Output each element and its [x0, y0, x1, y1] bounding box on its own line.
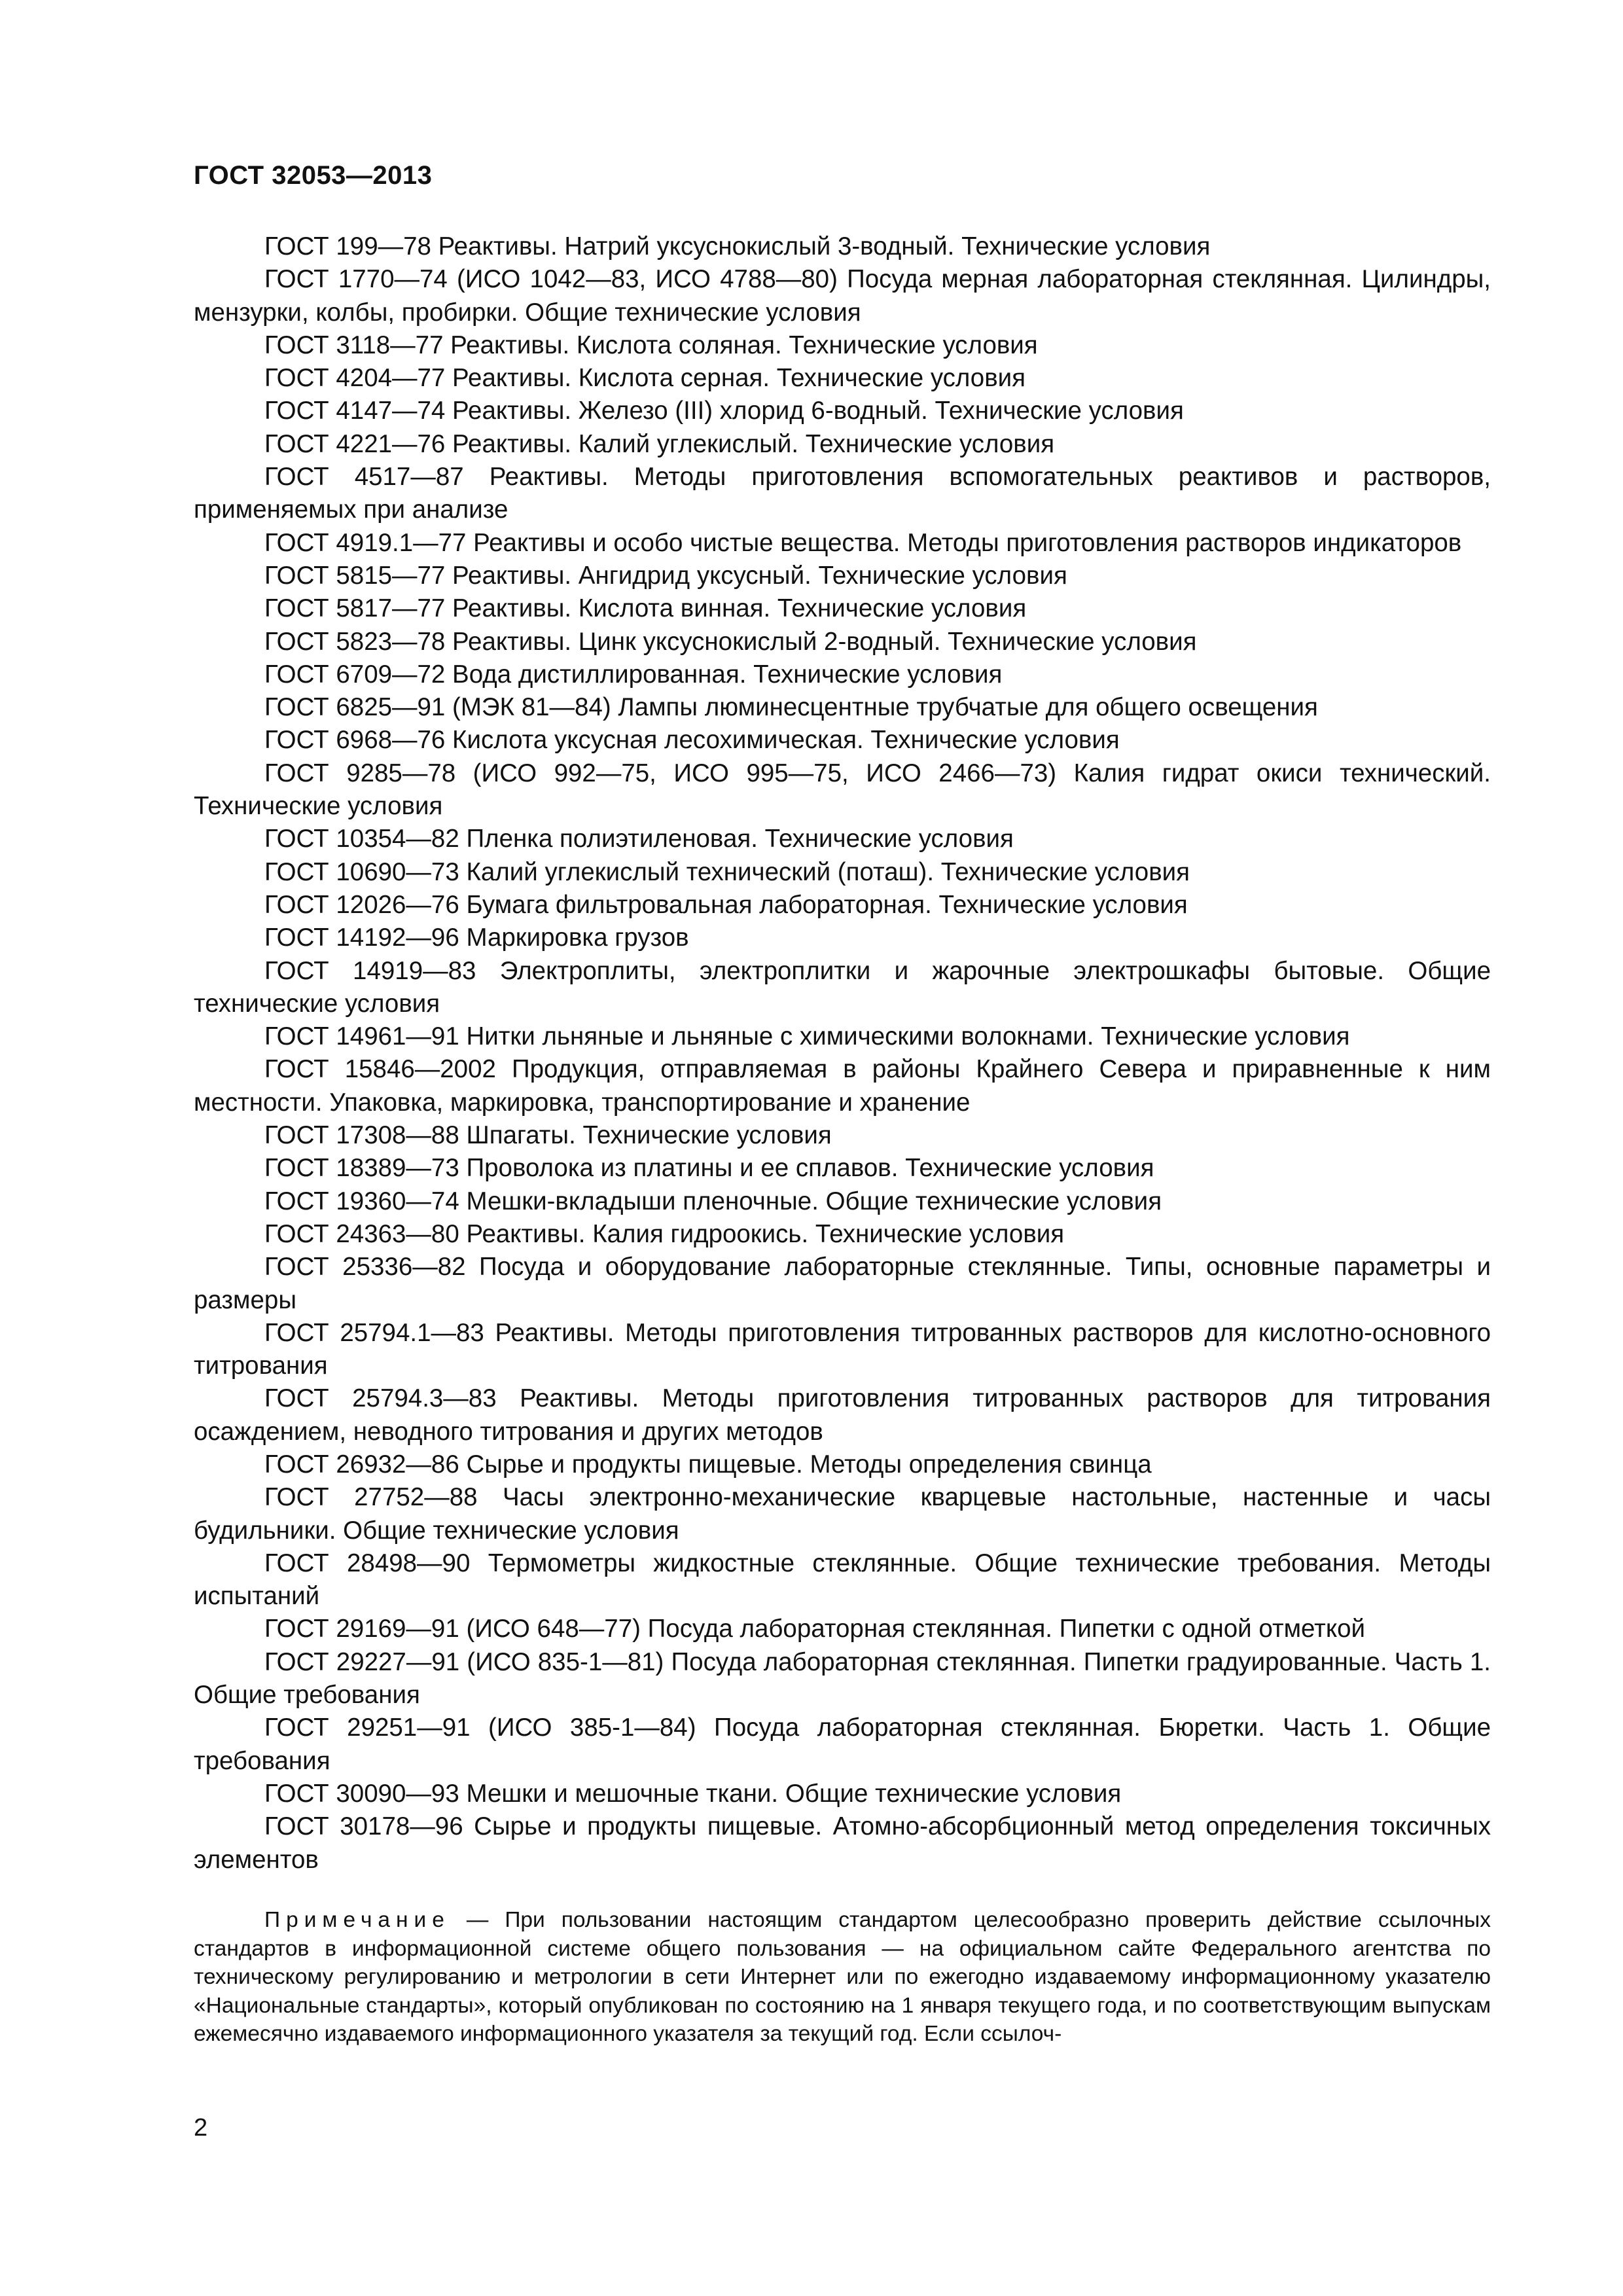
- reference-item: ГОСТ 5817—77 Реактивы. Кислота винная. Технические условия: [264, 594, 1027, 623]
- reference-item: ГОСТ 4147—74 Реактивы. Железо (III) хлорид 6-водный. Технические условия: [264, 397, 1184, 425]
- reference-item: ГОСТ 1770—74 (ИСО 1042—83, ИСО 4788—80) Посуда мерная лабораторная стеклянная. Цилиндры, мензурки, колбы, пробирки. Общие технические условия: [194, 265, 1491, 327]
- reference-item: ГОСТ 10690—73 Калий углекислый технический (поташ). Технические условия: [264, 857, 1190, 886]
- reference-item: ГОСТ 3118—77 Реактивы. Кислота соляная. Технические условия: [264, 331, 1038, 359]
- reference-item: ГОСТ 199—78 Реактивы. Натрий уксуснокислый 3-водный. Технические условия: [264, 232, 1211, 260]
- reference-item: ГОСТ 12026—76 Бумага фильтровальная лабораторная. Технические условия: [264, 890, 1188, 919]
- reference-item: ГОСТ 4221—76 Реактивы. Калий углекислый. Технические условия: [264, 429, 1055, 458]
- document-header-title: ГОСТ 32053—2013: [194, 161, 433, 190]
- reference-item: ГОСТ 6968—76 Кислота уксусная лесохимическая. Технические условия: [264, 726, 1120, 755]
- reference-item: ГОСТ 26932—86 Сырье и продукты пищевые. Методы определения свинца: [264, 1450, 1152, 1479]
- reference-item: ГОСТ 5823—78 Реактивы. Цинк уксуснокислый 2-водный. Технические условия: [264, 627, 1197, 656]
- reference-item: ГОСТ 29227—91 (ИСО 835-1—81) Посуда лабораторная стеклянная. Пипетки градуированные. Часть 1. Общие требования: [194, 1647, 1491, 1710]
- reference-item: ГОСТ 9285—78 (ИСО 992—75, ИСО 995—75, ИСО 2466—73) Калия гидрат окиси технический. Технические условия: [194, 759, 1491, 821]
- reference-item: ГОСТ 29169—91 (ИСО 648—77) Посуда лабораторная стеклянная. Пипетки с одной отметкой: [264, 1615, 1366, 1643]
- reference-item: ГОСТ 5815—77 Реактивы. Ангидрид уксусный. Технические условия: [264, 561, 1067, 590]
- reference-item: ГОСТ 24363—80 Реактивы. Калия гидроокись. Технические условия: [264, 1219, 1065, 1248]
- reference-item: ГОСТ 30178—96 Сырье и продукты пищевые. Атомно-абсорбционный метод определения токсичных элементов: [194, 1812, 1491, 1874]
- note-paragraph: [194, 1906, 1491, 2049]
- page-number: 2: [194, 2114, 208, 2142]
- reference-item: ГОСТ 27752—88 Часы электронно-механические кварцевые настольные, настенные и часы будильники. Общие технические условия: [194, 1483, 1491, 1545]
- normative-references-list: [194, 230, 1491, 1876]
- reference-item: ГОСТ 4919.1—77 Реактивы и особо чистые вещества. Методы приготовления растворов индикаторов: [264, 528, 1462, 557]
- reference-item: ГОСТ 25336—82 Посуда и оборудование лабораторные стеклянные. Типы, основные параметры и размеры: [194, 1253, 1491, 1314]
- reference-item: ГОСТ 4204—77 Реактивы. Кислота серная. Технические условия: [264, 364, 1026, 393]
- reference-item: ГОСТ 15846—2002 Продукция, отправляемая в районы Крайнего Севера и приравненные к ним местности. Упаковка, маркировка, транспортирование и хранение: [194, 1055, 1491, 1117]
- reference-item: ГОСТ 10354—82 Пленка полиэтиленовая. Технические условия: [264, 825, 1014, 853]
- reference-item: ГОСТ 17308—88 Шпагаты. Технические условия: [264, 1121, 832, 1150]
- reference-item: ГОСТ 4517—87 Реактивы. Методы приготовления вспомогательных реактивов и растворов, применяемых при анализе: [194, 463, 1491, 524]
- reference-item: ГОСТ 30090—93 Мешки и мешочные ткани. Общие технические условия: [264, 1779, 1122, 1808]
- reference-item: ГОСТ 19360—74 Мешки-вкладыши пленочные. Общие технические условия: [264, 1187, 1162, 1215]
- reference-item: ГОСТ 25794.1—83 Реактивы. Методы приготовления титрованных растворов для кислотно-основного титрования: [194, 1318, 1491, 1380]
- reference-item: ГОСТ 14192—96 Маркировка грузов: [264, 924, 689, 952]
- reference-item: ГОСТ 25794.3—83 Реактивы. Методы приготовления титрованных растворов для титрования осаждением, неводного титрования и других методов: [194, 1384, 1491, 1446]
- reference-item: ГОСТ 6709—72 Вода дистиллированная. Технические условия: [264, 660, 1003, 689]
- reference-item: ГОСТ 6825—91 (МЭК 81—84) Лампы люминесцентные трубчатые для общего освещения: [264, 693, 1318, 722]
- reference-item: ГОСТ 14961—91 Нитки льняные и льняные с химическими волокнами. Технические условия: [264, 1022, 1350, 1051]
- reference-item: ГОСТ 14919—83 Электроплиты, электроплитки и жарочные электрошкафы бытовые. Общие технические условия: [194, 956, 1491, 1018]
- note-text: — При пользовании настоящим стандартом целесообразно проверить действие ссылочных стандартов в информационной системе общего пользования — на официальном сайте Федерального агентства по техническому регулированию и метрологии в сети Интернет или по ежегодно издаваемому информационному указателю «Национальные стандарты», который опубликован по состоянию на 1 января текущего года, и по соответствующим выпускам ежемесячно издаваемого информационного указателя за текущий год. Если ссылоч-: [194, 1908, 1491, 2047]
- reference-item: ГОСТ 18389—73 Проволока из платины и ее сплавов. Технические условия: [264, 1154, 1154, 1183]
- reference-item: ГОСТ 29251—91 (ИСО 385-1—84) Посуда лабораторная стеклянная. Бюретки. Часть 1. Общие требования: [194, 1713, 1491, 1775]
- reference-item: ГОСТ 28498—90 Термометры жидкостные стеклянные. Общие технические требования. Методы испытаний: [194, 1549, 1491, 1611]
- note-label: Примечание: [264, 1908, 450, 1932]
